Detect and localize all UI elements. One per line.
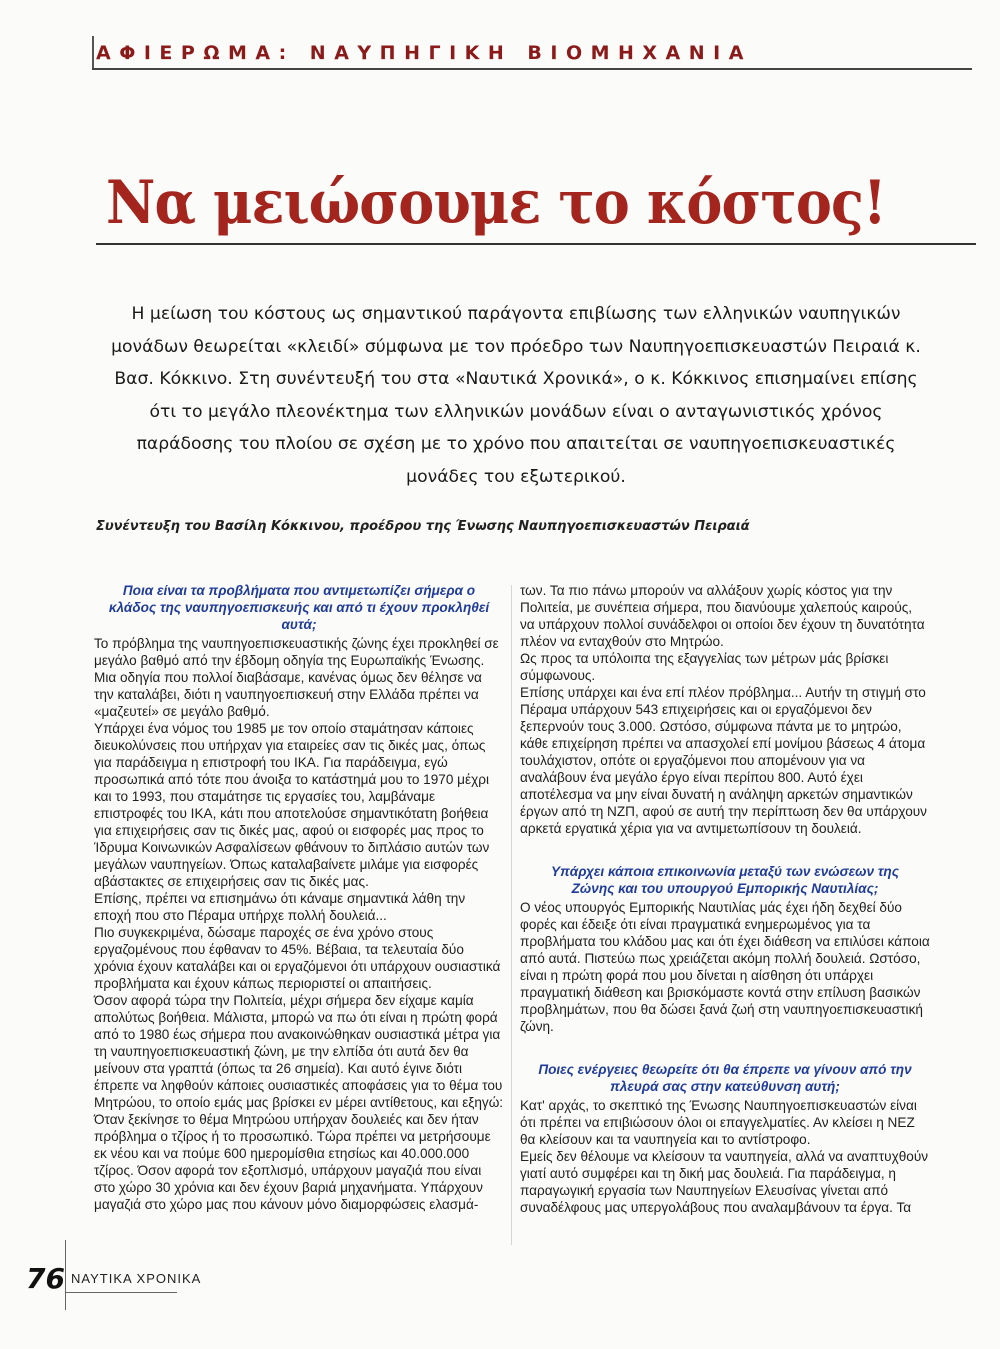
answer-1-paragraph: Όσον αφορά τώρα την Πολιτεία, μέχρι σήμερα δεν είχαμε καμία απολύτως βοήθεια. Μάλιστα, μπορώ να πω ότι είναι η πρώτη φορά από το 1980 έως σήμερα που ανακοινώθηκαν ουσιαστικά μέτρα για τη ναυπηγοεπισκευαστική ζώνη, με την ελπίδα ότι αυτά δεν θα μείνουν στα γραπτά (όπως τα 26 σημεία). Και αυτό έγινε διότι έπρεπε να ληφθούν κάποιες ουσιαστικές αποφάσεις για το θέμα του Μητρώου, το οποίο εμάς μας βρίσκει εν μέρει αντίθετους, και εξηγώ: [94, 993, 504, 1110]
article-headline: Να μειώσουμε το κόστος! [106, 168, 886, 238]
section-tag-rule [92, 68, 972, 70]
question-2: Υπάρχει κάποια επικοινωνία μεταξύ των ενώσεων της Ζώνης και του υπουργού Εμπορικής Ναυτιλίας; [551, 864, 899, 896]
page-number: 76 [26, 1262, 65, 1295]
answer-1-continued: Επίσης υπάρχει και ένα επί πλέον πρόβλημα... Αυτήν τη στιγμή στο Πέραμα υπάρχουν 543 επιχειρήσεις και οι εργαζόμενοι δεν ξεπερνούν τους 3.000. Ωστόσο, σύμφωνα πάντα με το μητρώο, κάθε επιχείρηση πρέπει να απασχολεί επί μονίμου βάσεως 4 άτομα τουλάχιστον, οπότε οι εργαζόμενοι που απομένουν για να αναλάβουν ένα μεγάλο έργο είναι περίπου 800. Αυτό έχει αποτέλεσμα να μην είναι δυνατή η ανάληψη αρκετών σημαντικών έργων από τη ΝΖΠ, αφού σε αυτή την περίπτωση δεν θα υπάρχουν αρκετά εργατικά χέρια για να αντιμετωπίσουν τη δουλειά. [520, 685, 927, 836]
article-byline: Συνέντευξη του Βασίλη Κόκκινου, προέδρου της Ένωσης Ναυπηγοεπισκευαστών Πειραιά [96, 519, 750, 534]
folio-bar [65, 1240, 66, 1310]
answer-1-paragraph: Το πρόβλημα της ναυπηγοεπισκευαστικής ζώνης έχει προκληθεί σε μεγάλο βαθμό από την έβδομη οδηγία της Ευρωπαϊκής Ένωσης. Μια οδηγία που πολλοί διαβάσαμε, κανένας όμως δεν θέλησε να την καταλάβει, διότι η ναυπηγοεπισκευή στην Ελλάδα πρέπει να «μαζευτεί» σε μεγάλο βαθμό. [94, 636, 499, 719]
answer-1-continued: Ως προς τα υπόλοιπα της εξαγγελίας των μέτρων μάς βρίσκει σύμφωνους. [520, 651, 889, 683]
answer-1-paragraph: Όταν ξεκίνησε το θέμα Μητρώου υπήρχαν δουλειές και δεν ήταν πρόβλημα ο τζίρος ή το προσωπικό. Τώρα πρέπει να μετρήσουμε εκ νέου και να πούμε 600 ημερομίσθια ετησίως και 40.000.000 τζίρος. Όσον αφορά τον εξοπλισμό, υπάρχουν μαγαζιά που είναι στο χώρο 30 χρόνια και δεν έχουν βαριά μηχανήματα. Υπάρχουν μαγαζιά στο χώρο μας που κάνουν μόνο διαμορφώσεις ελασμά- [94, 1112, 491, 1212]
publication-name: ΝΑΥΤΙΚΑ ΧΡΟΝΙΚΑ [71, 1271, 202, 1286]
section-tag-tick [92, 36, 94, 70]
left-column [94, 582, 504, 1213]
answer-1-paragraph: Πιο συγκεκριμένα, δώσαμε παροχές σε ένα χρόνο στους εργαζομένους που έφθαναν το 45%. Βέβαια, τα τελευταία δύο χρόνια έχουν καταλάβει και οι εργαζόμενοι ότι υπάρχουν ουσιαστικά προβλήματα και έχουν κάπως περιοριστεί οι απαιτήσεις. [94, 925, 501, 991]
answer-1-paragraph: Επίσης, πρέπει να επισημάνω ότι κάναμε σημαντικά λάθη την εποχή που στο Πέραμα υπήρχε πολλή δουλειά... [94, 891, 466, 923]
article-lead: Η μείωση του κόστους ως σημαντικού παράγοντα επιβίωσης των ελληνικών ναυπηγικών μονάδων θεωρείται «κλειδί» σύμφωνα με τον πρόεδρο των Ναυπηγοεπισκευαστών Πειραιά κ. Βασ. Κόκκινο. Στη συνέντευξή του στα «Ναυτικά Χρονικά», ο κ. Κόκκινος επισημαίνει επίσης ότι το μεγάλο πλεονέκτημα των ελληνικών μονάδων είναι ο ανταγωνιστικός χρόνος παράδοσης του πλοίου σε σχέση με το χρόνο που απαιτείται σε ναυπηγοεπισκευαστικές μονάδες του εξωτερικού. [111, 304, 921, 487]
answer-2: Ο νέος υπουργός Εμπορικής Ναυτιλίας μάς έχει ήδη δεχθεί δύο φορές και έδειξε ότι είναι πραγματικά ενημερωμένος για τα προβλήματα του κλάδου μας και ότι έχει διάθεση να επιλύσει κάποια από αυτά. Πιστεύω πως χρειάζεται ακόμη πολλή δουλειά. Ωστόσο, είναι η πρώτη φορά που μου δίνεται η αίσθηση ότι υπάρχει πραγματική διάθεση και βρισκόμαστε κοντά στην επίλυση βασικών προβλημάτων, που θα δώσει ξανά ζωή στη ναυπηγοεπισκευαστική ζώνη. [520, 900, 930, 1034]
answer-1-paragraph: Υπάρχει ένα νόμος του 1985 με τον οποίο σταμάτησαν κάποιες διευκολύνσεις που υπήρχαν για εταιρείες σαν τις δικές μας, όπως για παράδειγμα η επιστροφή του ΙΚΑ. Για παράδειγμα, εγώ προσωπικά από τότε που άνοιξα το κατάστημά μου το 1970 μέχρι και το 1993, που σταμάτησε τις εργασίες του, λαμβάναμε επιστροφές του ΙΚΑ, κάτι που αποτελούσε σημαντικότατη βοήθεια για επιχειρήσεις σαν τις δικές μας, αφού οι εισφορές μας προς το Ίδρυμα Κοινωνικών Ασφαλίσεων φθάνουν το διπλάσιο αυτών των μεγάλων ναυπηγείων. Όπως καταλαβαίνετε μιλάμε για εισφορές αβάστακτες σε επιχειρήσεις σαν τις δικές μας. [94, 721, 490, 889]
question-3: Ποιες ενέργειες θεωρείτε ότι θα έπρεπε να γίνουν από την πλευρά σας στην κατεύθυνση αυτή; [538, 1062, 912, 1094]
column-separator [511, 585, 512, 1245]
headline-rule [96, 243, 976, 245]
answer-3-paragraph: Κατ' αρχάς, το σκεπτικό της Ένωσης Ναυπηγοεπισκευαστών είναι ότι πρέπει να επιβιώσουν όλοι οι επαγγελματίες. Αν κλείσει η ΝΕΖ θα κλείσουν και τα ναυπηγεία και το αντίστροφο. [520, 1098, 917, 1147]
answer-1-continued: των. Τα πιο πάνω μπορούν να αλλάξουν χωρίς κόστος για την Πολιτεία, με συνέπεια σήμερα, που διανύουμε χαλεπούς καιρούς, να υπάρχουν πολλοί συνάδελφοι οι οποίοι δεν έχουν τη δυνατότητα πλέον να ενταχθούν στο Μητρώο. [520, 583, 925, 649]
right-column [520, 582, 930, 1216]
section-tag: ΑΦΙΕΡΩΜΑ: ΝΑΥΠΗΓΙΚΗ ΒΙΟΜΗΧΑΝΙΑ [96, 42, 752, 64]
folio-rule [65, 1292, 177, 1293]
question-1: Ποια είναι τα προβλήματα που αντιμετωπίζει σήμερα ο κλάδος της ναυπηγοεπισκευής και από τι έχουν προκληθεί αυτά; [108, 583, 490, 632]
answer-3-paragraph: Εμείς δεν θέλουμε να κλείσουν τα ναυπηγεία, αλλά να αναπτυχθούν γιατί αυτό συμφέρει και τη δική μας δουλειά. Για παράδειγμα, η παραγωγική εργασία των Ναυπηγείων Ελευσίνας γίνεται από συναδέλφους μας υπεργολάβους που αναλαμβάνουν τα έργα. Τα [520, 1149, 929, 1215]
